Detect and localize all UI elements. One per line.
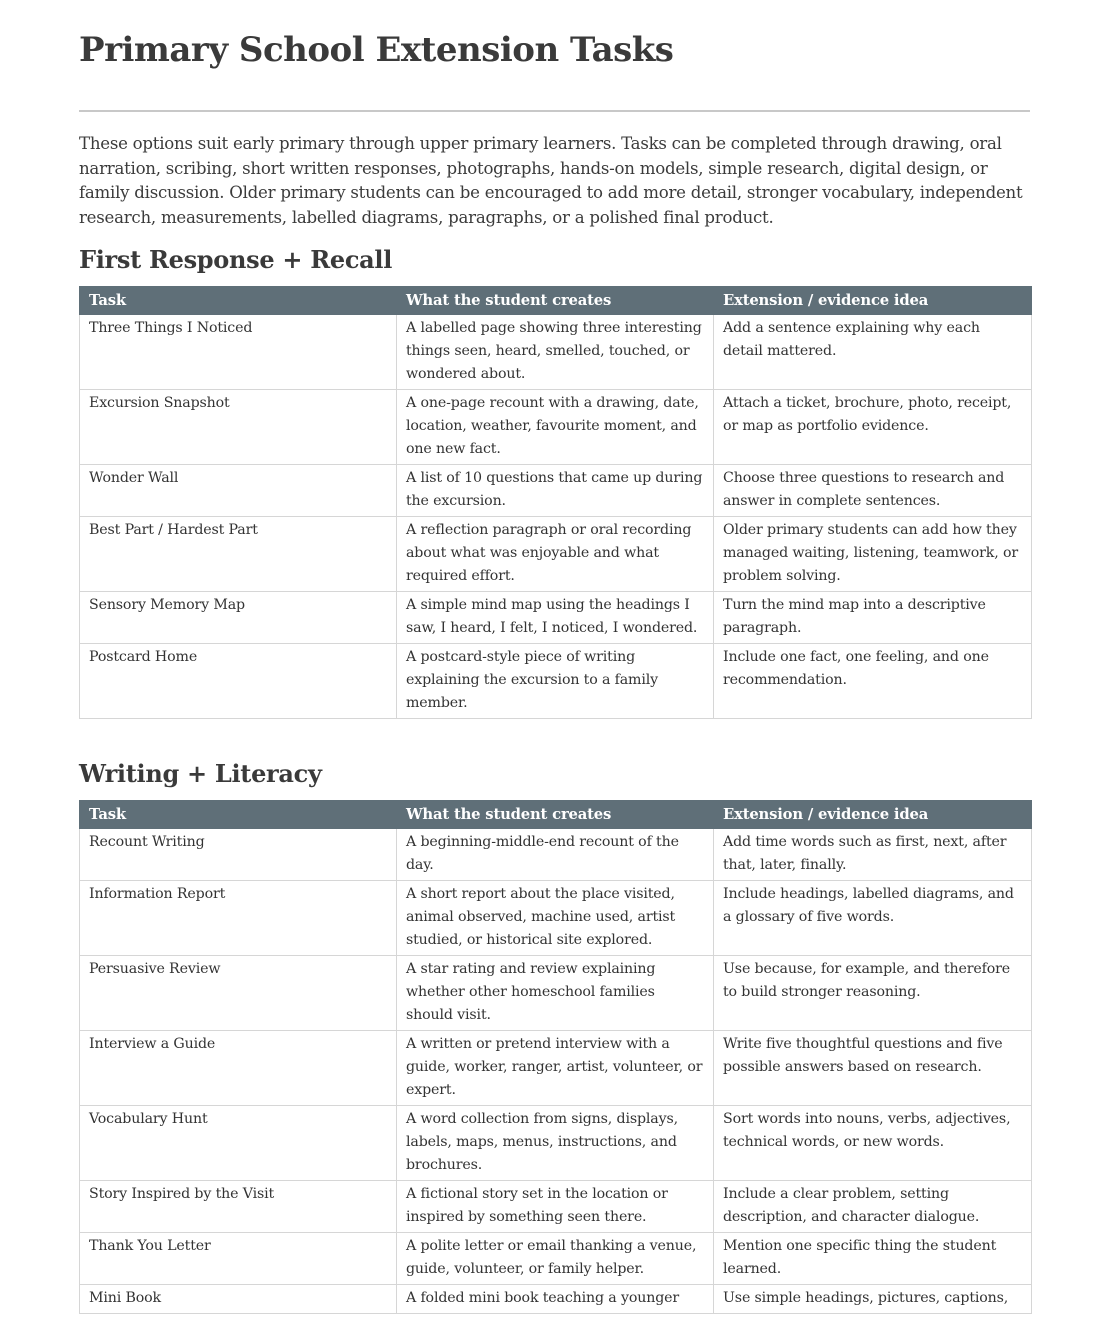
table-first-response: [79, 286, 1032, 719]
creates-cell: A beginning-middle-end recount of the day.: [397, 829, 714, 881]
column-header-extension: Extension / evidence idea: [714, 287, 1032, 315]
creates-cell: A list of 10 questions that came up during the excursion.: [397, 465, 714, 517]
table-row: [80, 517, 1032, 592]
extension-cell: Include a clear problem, setting description, and character dialogue.: [714, 1181, 1032, 1233]
title-divider: [79, 110, 1030, 112]
table-row: [80, 1031, 1032, 1106]
creates-cell: A written or pretend interview with a guide, worker, ranger, artist, volunteer, or expert.: [397, 1031, 714, 1106]
creates-cell: A polite letter or email thanking a venue, guide, volunteer, or family helper.: [397, 1233, 714, 1285]
table-row: [80, 465, 1032, 517]
creates-cell: A postcard-style piece of writing explaining the excursion to a family member.: [397, 644, 714, 719]
creates-cell: A fictional story set in the location or inspired by something seen there.: [397, 1181, 714, 1233]
task-cell: Best Part / Hardest Part: [80, 517, 397, 592]
section-title-first-response: First Response + Recall: [79, 245, 393, 275]
extension-cell: Use simple headings, pictures, captions,: [714, 1285, 1032, 1314]
task-cell: Mini Book: [80, 1285, 397, 1314]
extension-cell: Add a sentence explaining why each detail mattered.: [714, 315, 1032, 390]
creates-cell: A one-page recount with a drawing, date, location, weather, favourite moment, and one new fact.: [397, 390, 714, 465]
table-row: [80, 1181, 1032, 1233]
extension-cell: Add time words such as first, next, after that, later, finally.: [714, 829, 1032, 881]
task-cell: Recount Writing: [80, 829, 397, 881]
creates-cell: A short report about the place visited, animal observed, machine used, artist studied, or historical site explored.: [397, 881, 714, 956]
table-row: [80, 644, 1032, 719]
extension-cell: Attach a ticket, brochure, photo, receipt, or map as portfolio evidence.: [714, 390, 1032, 465]
creates-cell: A simple mind map using the headings I saw, I heard, I felt, I noticed, I wondered.: [397, 592, 714, 644]
extension-cell: Include one fact, one feeling, and one recommendation.: [714, 644, 1032, 719]
table-body: [80, 829, 1032, 1314]
creates-cell: A word collection from signs, displays, labels, maps, menus, instructions, and brochures.: [397, 1106, 714, 1181]
creates-cell: A reflection paragraph or oral recording about what was enjoyable and what required effort.: [397, 517, 714, 592]
task-cell: Thank You Letter: [80, 1233, 397, 1285]
task-cell: Postcard Home: [80, 644, 397, 719]
task-cell: Vocabulary Hunt: [80, 1106, 397, 1181]
table-header-row: [80, 287, 1032, 315]
task-cell: Wonder Wall: [80, 465, 397, 517]
extension-cell: Turn the mind map into a descriptive paragraph.: [714, 592, 1032, 644]
task-cell: Persuasive Review: [80, 956, 397, 1031]
table-row: [80, 315, 1032, 390]
table-body: [80, 315, 1032, 719]
extension-cell: Sort words into nouns, verbs, adjectives, technical words, or new words.: [714, 1106, 1032, 1181]
extension-cell: Mention one specific thing the student learned.: [714, 1233, 1032, 1285]
extension-cell: Use because, for example, and therefore to build stronger reasoning.: [714, 956, 1032, 1031]
task-cell: Excursion Snapshot: [80, 390, 397, 465]
creates-cell: A star rating and review explaining whether other homeschool families should visit.: [397, 956, 714, 1031]
table-header-row: [80, 801, 1032, 829]
table-row: [80, 592, 1032, 644]
intro-paragraph: These options suit early primary through upper primary learners. Tasks can be completed through drawing, oral narration, scribing, short written responses, photographs, hands-on models, simple research, digital design, or family discussion. Older primary students can be encouraged to add more detail, stronger vocabulary, independent research, measurements, labelled diagrams, paragraphs, or a polished final product.: [79, 134, 1023, 227]
table-row: [80, 881, 1032, 956]
column-header-task: Task: [80, 287, 397, 315]
extension-cell: Choose three questions to research and answer in complete sentences.: [714, 465, 1032, 517]
task-cell: Interview a Guide: [80, 1031, 397, 1106]
task-cell: Story Inspired by the Visit: [80, 1181, 397, 1233]
column-header-task: Task: [80, 801, 397, 829]
page-title: Primary School Extension Tasks: [79, 30, 674, 70]
task-cell: Sensory Memory Map: [80, 592, 397, 644]
extension-cell: Include headings, labelled diagrams, and a glossary of five words.: [714, 881, 1032, 956]
column-header-creates: What the student creates: [397, 287, 714, 315]
table-row: [80, 956, 1032, 1031]
column-header-extension: Extension / evidence idea: [714, 801, 1032, 829]
task-cell: Information Report: [80, 881, 397, 956]
table-row: [80, 1233, 1032, 1285]
table-row: [80, 390, 1032, 465]
table-writing-literacy: [79, 800, 1032, 1314]
task-cell: Three Things I Noticed: [80, 315, 397, 390]
column-header-creates: What the student creates: [397, 801, 714, 829]
extension-cell: Write five thoughtful questions and five possible answers based on research.: [714, 1031, 1032, 1106]
creates-cell: A folded mini book teaching a younger: [397, 1285, 714, 1314]
table-row: [80, 1106, 1032, 1181]
section-title-writing-literacy: Writing + Literacy: [79, 759, 322, 789]
extension-cell: Older primary students can add how they managed waiting, listening, teamwork, or problem solving.: [714, 517, 1032, 592]
table-row: [80, 829, 1032, 881]
creates-cell: A labelled page showing three interesting things seen, heard, smelled, touched, or wondered about.: [397, 315, 714, 390]
table-row: [80, 1285, 1032, 1314]
